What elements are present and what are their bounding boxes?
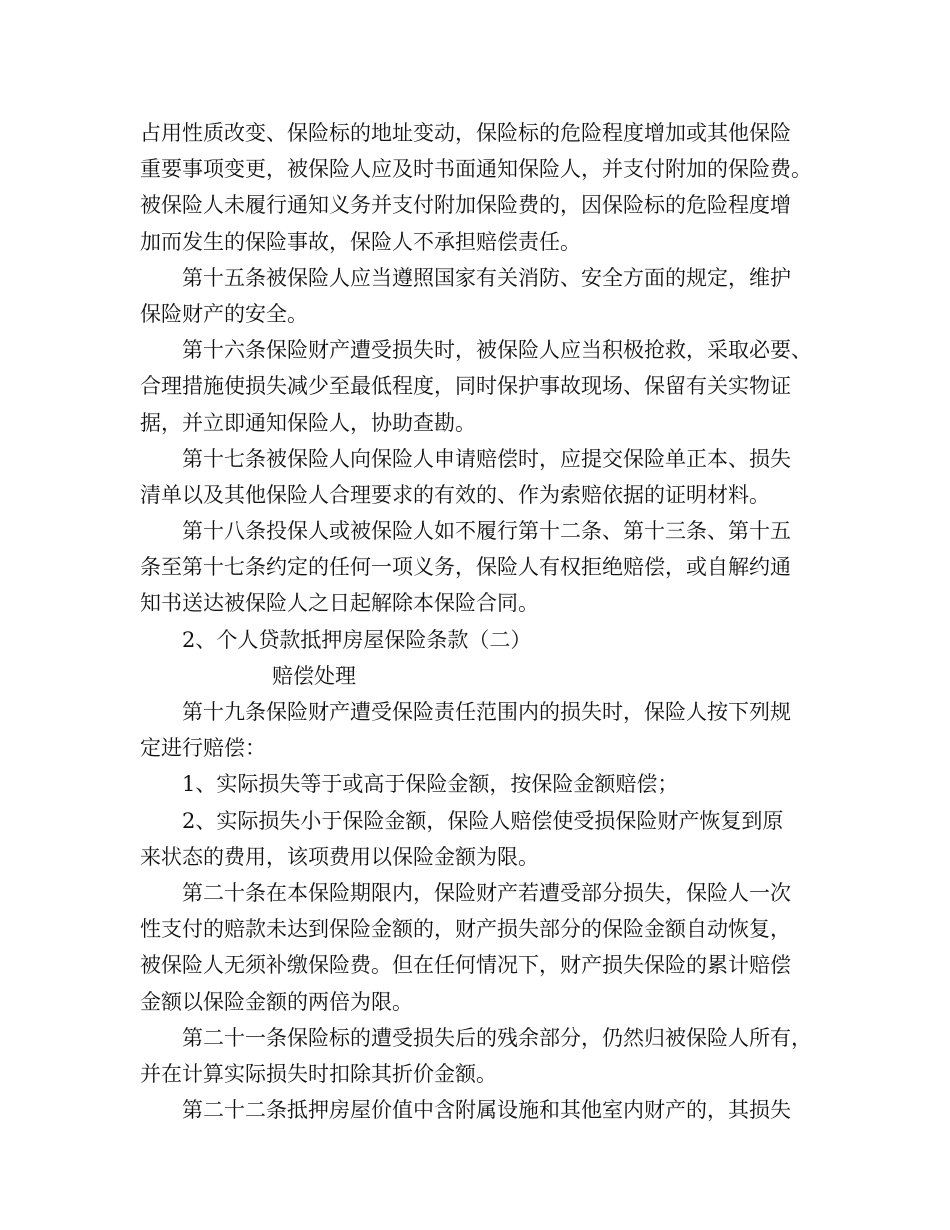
- text-line: 定进行赔偿：: [140, 736, 266, 761]
- text-line: 占用性质改变、保险标的地址变动，保险标的危险程度增加或其他保险: [140, 121, 791, 145]
- text-line: 第二十一条保险标的遭受损失后的残余部分，仍然归被保险人所有，: [182, 1025, 812, 1050]
- text-line: 1、实际损失等于或高于保险金额，按保险金额赔偿；: [182, 772, 679, 797]
- text-line: 清单以及其他保险人合理要求的有效的、作为索赔依据的证明材料。: [140, 482, 770, 507]
- text-line: 并在计算实际损失时扣除其折价金额。: [140, 1061, 497, 1086]
- paragraph-article-22: [140, 1092, 840, 1128]
- text-line: 合理措施使损失减少至最低程度，同时保护事故现场、保留有关实物证: [140, 374, 791, 399]
- paragraph-article-19: [140, 694, 840, 766]
- document-body: [140, 115, 840, 1128]
- text-line: 金额以保险金额的两倍为限。: [140, 989, 413, 1014]
- section-heading: [140, 622, 840, 658]
- text-line: 性支付的赔款未达到保险金额的，财产损失部分的保险金额自动恢复，: [140, 917, 791, 942]
- list-item-2: [140, 803, 840, 875]
- text-line: 第十六条保险财产遭受损失时，被保险人应当积极抢救，采取必要、: [182, 338, 812, 363]
- text-line: 2、个人贷款抵押房屋保险条款（二）: [182, 627, 532, 652]
- paragraph-article-16: [140, 332, 840, 441]
- text-line: 赔偿处理: [272, 663, 356, 688]
- list-item-1: [140, 766, 840, 802]
- paragraph-article-18: [140, 513, 840, 622]
- text-line: 被保险人无须补缴保险费。但在任何情况下，财产损失保险的累计赔偿: [140, 953, 791, 978]
- text-line: 据，并立即通知保险人，协助查勘。: [140, 410, 476, 435]
- paragraph-article-15: [140, 260, 840, 332]
- text-line: 第十九条保险财产遭受保险责任范围内的损失时，保险人按下列规: [182, 700, 791, 724]
- text-line: 2、实际损失小于保险金额，保险人赔偿使受损保险财产恢复到原: [182, 808, 784, 833]
- paragraph-article-20: [140, 875, 840, 1020]
- paragraph-notification-continuation: [140, 115, 840, 260]
- text-line: 被保险人未履行通知义务并支付附加保险费的，因保险标的危险程度增: [140, 193, 791, 218]
- paragraph-article-21: [140, 1020, 840, 1092]
- text-line: 第二十条在本保险期限内，保险财产若遭受部分损失，保险人一次: [182, 880, 791, 905]
- text-line: 知书送达被保险人之日起解除本保险合同。: [140, 591, 539, 616]
- text-line: 来状态的费用，该项费用以保险金额为限。: [140, 844, 539, 869]
- text-line: 加而发生的保险事故，保险人不承担赔偿责任。: [140, 229, 581, 254]
- text-line: 保险财产的安全。: [140, 301, 308, 326]
- subsection-heading: [140, 658, 840, 694]
- text-line: 条至第十七条约定的任何一项义务，保险人有权拒绝赔偿，或自解约通: [140, 555, 791, 580]
- text-line: 重要事项变更，被保险人应及时书面通知保险人，并支付附加的保险费。: [140, 157, 812, 182]
- text-line: 第十八条投保人或被保险人如不履行第十二条、第十三条、第十五: [182, 519, 791, 544]
- text-line: 第十七条被保险人向保险人申请赔偿时，应提交保险单正本、损失: [182, 446, 791, 471]
- text-line: 第二十二条抵押房屋价值中含附属设施和其他室内财产的，其损失: [182, 1098, 791, 1123]
- paragraph-article-17: [140, 441, 840, 513]
- text-line: 第十五条被保险人应当遵照国家有关消防、安全方面的规定，维护: [182, 265, 791, 290]
